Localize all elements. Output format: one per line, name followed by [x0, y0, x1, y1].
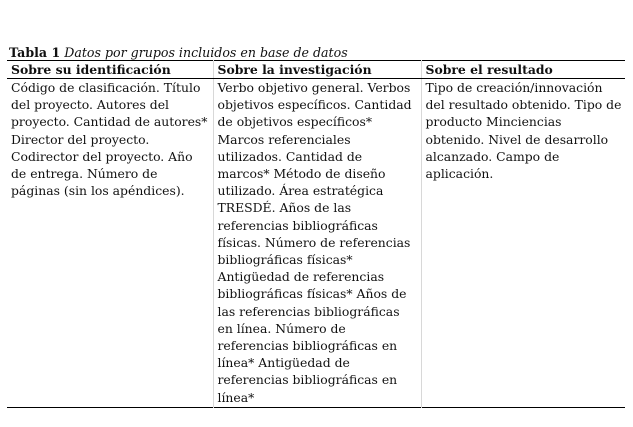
document — [7, 45, 625, 408]
cell-identificacion: Código de clasificación. Título del proyecto. Autores del proyecto. Cantidad de autores* Director del proyecto. Codirector del proyecto. Año de entrega. Número de páginas (sin los apéndices). — [11, 80, 208, 199]
cell-investigacion: Verbo objetivo general. Verbos objetivos específicos. Cantidad de objetivos específicos* Marcos referenciales utilizados. Cantidad de marcos* Método de diseño utilizado. Área estratégica TRESDÉ. Años de las referencias bibliográficas físicas. Número de referencias bibliográficas físicas* Antigüedad de referencias bibliográficas físicas* Años de las referencias bibliográficas en línea. Número de referencias bibliográficas en línea* Antigüedad de referencias bibliográficas en línea* — [213, 79, 421, 408]
data-table — [7, 60, 625, 408]
column-header-investigacion: Sobre la investigación — [213, 61, 421, 79]
table-row — [7, 79, 625, 408]
table-caption-label: Tabla 1 — [9, 45, 61, 60]
column-header-identificacion: Sobre su identificación — [7, 61, 213, 79]
cell-resultado: Tipo de creación/innovación del resultado obtenido. Tipo de producto Minciencias obtenido. Nivel de desarrollo alcanzado. Campo de aplicación. — [421, 79, 625, 408]
table-header-row — [7, 61, 625, 79]
column-header-resultado: Sobre el resultado — [421, 61, 625, 79]
table-caption — [7, 45, 625, 60]
table-caption-text: Datos por grupos incluidos en base de datos — [64, 45, 348, 60]
